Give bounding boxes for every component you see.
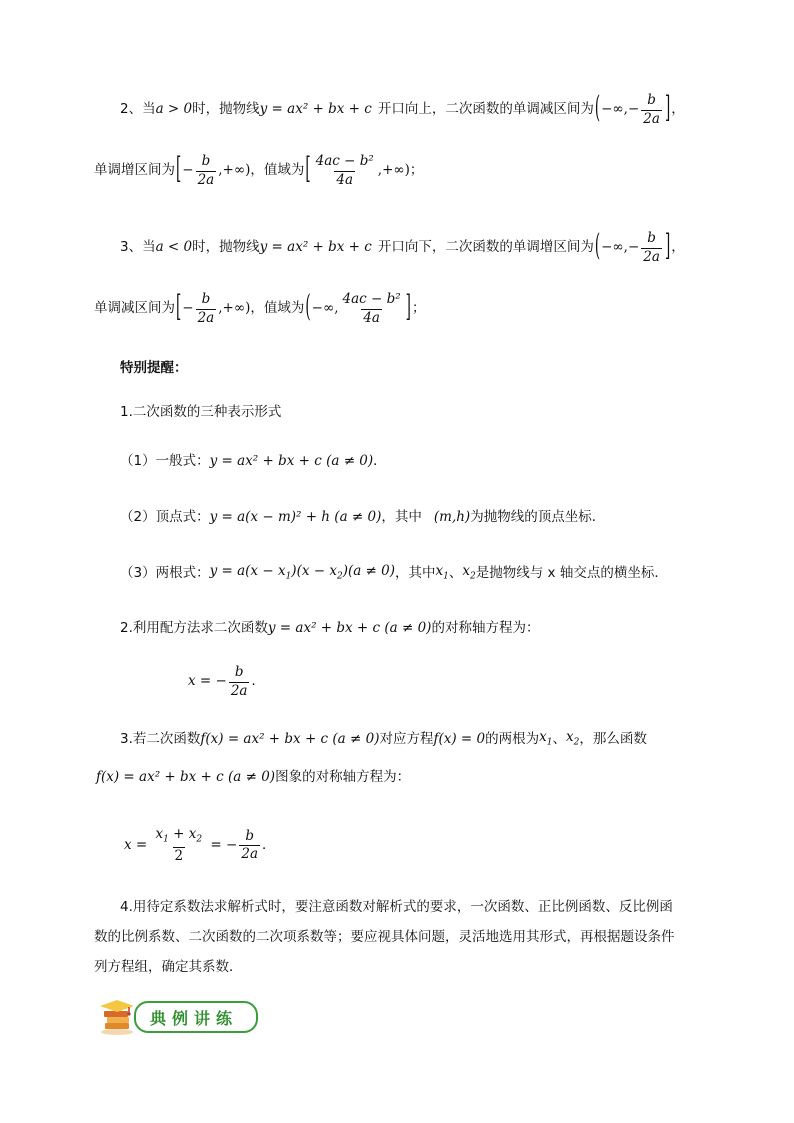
tip1-title: 1.二次函数的三种表示形式 xyxy=(120,404,282,420)
decrease-interval: ( −∞,− $\frac{b}{2a}$ ] xyxy=(594,90,671,127)
section-badge-label: 典例讲练 xyxy=(150,1008,239,1028)
decrease-interval: [ − $\frac{b}{2a}$ ,+∞) xyxy=(176,289,251,326)
tip4-line3: 列方程组，确定其系数． xyxy=(94,959,243,975)
tip3-line1: 3.若二次函数 f(x) = ax² + bx + c (a ≠ 0) 对应方程 f(x) = 0 的两根为 $x_1$ 、 $x_2$ ，那么函数 xyxy=(120,729,647,748)
tip1-vertex-form: （2）顶点式： y = a(x − m)² + h (a ≠ 0) ，其中 (m,h) 为抛物线的顶点坐标． xyxy=(120,509,606,525)
item3-line1: 3、当 a < 0 时，抛物线 y = ax² + bx + c 开口向下，二次函数的单调增区间为 ( −∞,− $\frac{b}{2a}$ ] ， xyxy=(120,228,685,265)
item2-line2: 单调增区间为 [ − $\frac{b}{2a}$ ,+∞) ，值域为 [ $\frac{\text{4ac − b²}}{4a}$ ,+∞) ； xyxy=(94,151,424,188)
increase-interval: ( −∞,− $\frac{b}{2a}$ ] xyxy=(594,228,671,265)
graduation-cap-books-icon xyxy=(96,999,138,1035)
tip3-formula: x = $\frac{x_1 + x_2}{2}$ = − $\frac{b}{2a}$ ． xyxy=(124,826,276,864)
item3-line2: 单调减区间为 [ − $\frac{b}{2a}$ ,+∞) ，值域为 ( −∞, $\frac{\text{4ac − b²}}{4a}$ ] ； xyxy=(94,289,426,326)
section-badge xyxy=(96,999,258,1035)
item2-line1: 2、当 a > 0 时，抛物线 y = ax² + bx + c 开口向上，二次函数的单调减区间为 ( −∞,− $\frac{b}{2a}$ ] ， xyxy=(120,90,685,127)
tip1-roots-form: （3）两根式： $y = a(x - x_1)(x - x_2)(a \ne 0)$ ，其中 $x_1$ 、 $x_2$ 是抛物线与 x 轴交点的横坐标． xyxy=(120,563,668,582)
tip2-formula: x = − $\frac{b}{2a}$ ． xyxy=(188,664,265,699)
tips-title: 特别提醒： xyxy=(120,360,188,376)
range-interval: ( −∞, $\frac{\text{4ac − b²}}{4a}$ ] xyxy=(305,289,411,326)
tip2-text: 2.利用配方法求二次函数 y = ax² + bx + c (a ≠ 0) 的对称轴方程为： xyxy=(120,620,540,636)
tip1-general-form: （1）一般式： y = ax² + bx + c (a ≠ 0) ． xyxy=(120,453,387,469)
tip4-line1: 4.用待定系数法求解析式时，要注意函数对解析式的要求，一次函数、正比例函数、反比例函 xyxy=(120,899,673,915)
tip4-line2: 数的比例系数、二次函数的二次项系数等；要应视具体问题，灵活地选用其形式，再根据题设条件 xyxy=(94,929,675,945)
increase-interval: [ − $\frac{b}{2a}$ ,+∞) xyxy=(176,151,251,188)
section-badge-box xyxy=(134,1001,258,1033)
range-interval: [ $\frac{\text{4ac − b²}}{4a}$ ,+∞) xyxy=(305,151,410,188)
tip3-line2: f(x) = ax² + bx + c (a ≠ 0) 图象的对称轴方程为： xyxy=(96,769,411,785)
